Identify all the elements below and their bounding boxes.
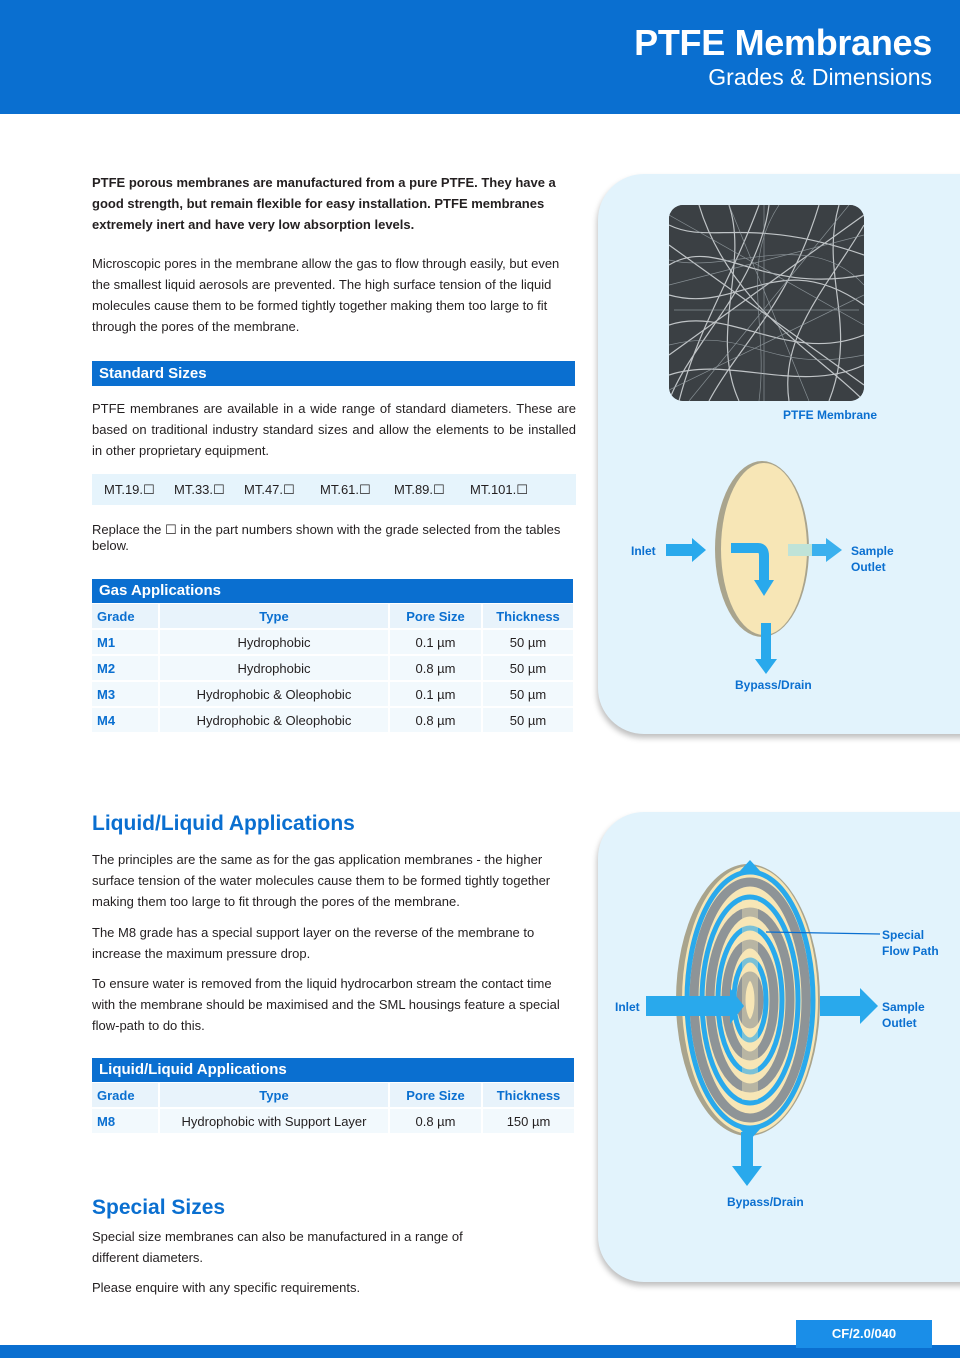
table-row [92,630,573,656]
micrograph-caption: PTFE Membrane [783,408,878,422]
table-row [92,1109,574,1135]
liquid-paragraph-1: The principles are the same as for the gas application membranes - the higher surface tension of the water molecules cause them to be formed tightly together making them too large to fit through the pores of the membrane. [92,852,551,909]
outlet-arrow [820,988,878,1024]
sample-label: Sample [851,544,894,558]
liquid-applications-table [90,1083,576,1135]
liquid-table-heading: Liquid/Liquid Applications [92,1058,574,1082]
part-number: MT.47.☐ [244,482,295,497]
sample-label: Sample [882,1000,925,1014]
thickness-cell: 50 µm [483,630,573,656]
inlet-label: Inlet [631,544,656,558]
intro-bold-paragraph: PTFE porous membranes are manufactured from a pure PTFE. They have a good strength, but remain flexible for easy installation. PTFE membranes extremely inert and have very low absorption levels. [92,175,556,232]
pore-size-cell: 0.1 µm [390,682,481,708]
column-header: Type [160,1083,388,1109]
pore-size-cell: 0.8 µm [390,1109,481,1135]
type-cell: Hydrophobic [160,630,388,656]
type-cell: Hydrophobic [160,656,388,682]
thickness-cell: 50 µm [483,682,573,708]
standard-sizes-heading: Standard Sizes [92,361,575,386]
column-header: Grade [92,1083,158,1109]
intro-paragraph: Microscopic pores in the membrane allow the gas to flow through easily, but even the smallest liquid aerosols are prevented. The high surface tension of the liquid molecules cause them to be formed tightly together making them too large to fit through the pores of the membrane. [92,256,560,334]
thickness-cell: 150 µm [483,1109,574,1135]
part-number: MT.101.☐ [470,482,528,497]
grade-cell: M2 [92,656,158,682]
special-label: Special [882,928,925,942]
column-header: Type [160,604,388,630]
drain-arrow-shaft [761,623,771,661]
part-numbers-box [92,474,576,505]
standard-sizes-paragraph: PTFE membranes are available in a wide range of standard diameters. These are based on traditional industry standard sizes and allow the elements to be installed in other proprietary equipment. [92,401,576,458]
flow-path-label: Flow Path [882,944,939,958]
pore-size-cell: 0.8 µm [390,656,481,682]
column-header: Thickness [483,604,573,630]
bypass-drain-label: Bypass/Drain [727,1195,804,1209]
document-code: CF/2.0/040 [796,1320,932,1348]
outlet-arrow-fade [788,544,812,556]
liquid-paragraph-3: To ensure water is removed from the liquid hydrocarbon stream the contact time with the membrane should be maximised and the SML housings feature a special flow-path to do this. [92,976,560,1033]
table-header-row [92,604,573,630]
column-header: Pore Size [390,1083,481,1109]
page-header [0,0,960,114]
part-number: MT.19.☐ [104,482,155,497]
table-row [92,682,573,708]
type-cell: Hydrophobic & Oleophobic [160,708,388,734]
grade-cell: M4 [92,708,158,734]
column-header: Grade [92,604,158,630]
page-subtitle: Grades & Dimensions [708,64,932,90]
special-sizes-title: Special Sizes [92,1196,226,1219]
column-header: Thickness [483,1083,574,1109]
drain-arrow-shaft [741,1132,753,1168]
part-number: MT.61.☐ [320,482,371,497]
thickness-cell: 50 µm [483,656,573,682]
liquid-paragraph-2: The M8 grade has a special support layer on the reverse of the membrane to increase the maximum pressure drop. [92,925,535,961]
special-sizes-paragraph-2: Please enquire with any specific requirements. [92,1280,361,1295]
page-title: PTFE Membranes [634,22,932,63]
grade-cell: M8 [92,1109,158,1135]
pore-size-cell: 0.1 µm [390,630,481,656]
part-number: MT.33.☐ [174,482,225,497]
grade-cell: M3 [92,682,158,708]
membrane-micrograph-image [669,205,864,401]
liquid-section-title: Liquid/Liquid Applications [92,812,355,835]
type-cell: Hydrophobic with Support Layer [160,1109,388,1135]
outlet-label: Outlet [882,1016,917,1030]
type-cell: Hydrophobic & Oleophobic [160,682,388,708]
gas-applications-table [90,604,575,734]
grade-cell: M1 [92,630,158,656]
inlet-arrow [666,538,706,562]
part-number: MT.89.☐ [394,482,445,497]
gas-table-heading: Gas Applications [92,579,573,603]
table-header-row [92,1083,574,1109]
replace-note: Replace the ☐ in the part numbers shown with the grade selected from the tables below. [92,522,561,553]
bypass-drain-label: Bypass/Drain [735,678,812,692]
outlet-label: Outlet [851,560,886,574]
special-sizes-paragraph-1: Special size membranes can also be manufactured in a range of different diameters. [92,1229,463,1265]
filter-flow-diagram [598,450,960,690]
drain-arrow-head [732,1166,762,1186]
drain-arrow-head [755,659,777,674]
inlet-label: Inlet [615,1000,640,1014]
table-row [92,708,573,734]
pore-size-cell: 0.8 µm [390,708,481,734]
thickness-cell: 50 µm [483,708,573,734]
column-header: Pore Size [390,604,481,630]
table-row [92,656,573,682]
